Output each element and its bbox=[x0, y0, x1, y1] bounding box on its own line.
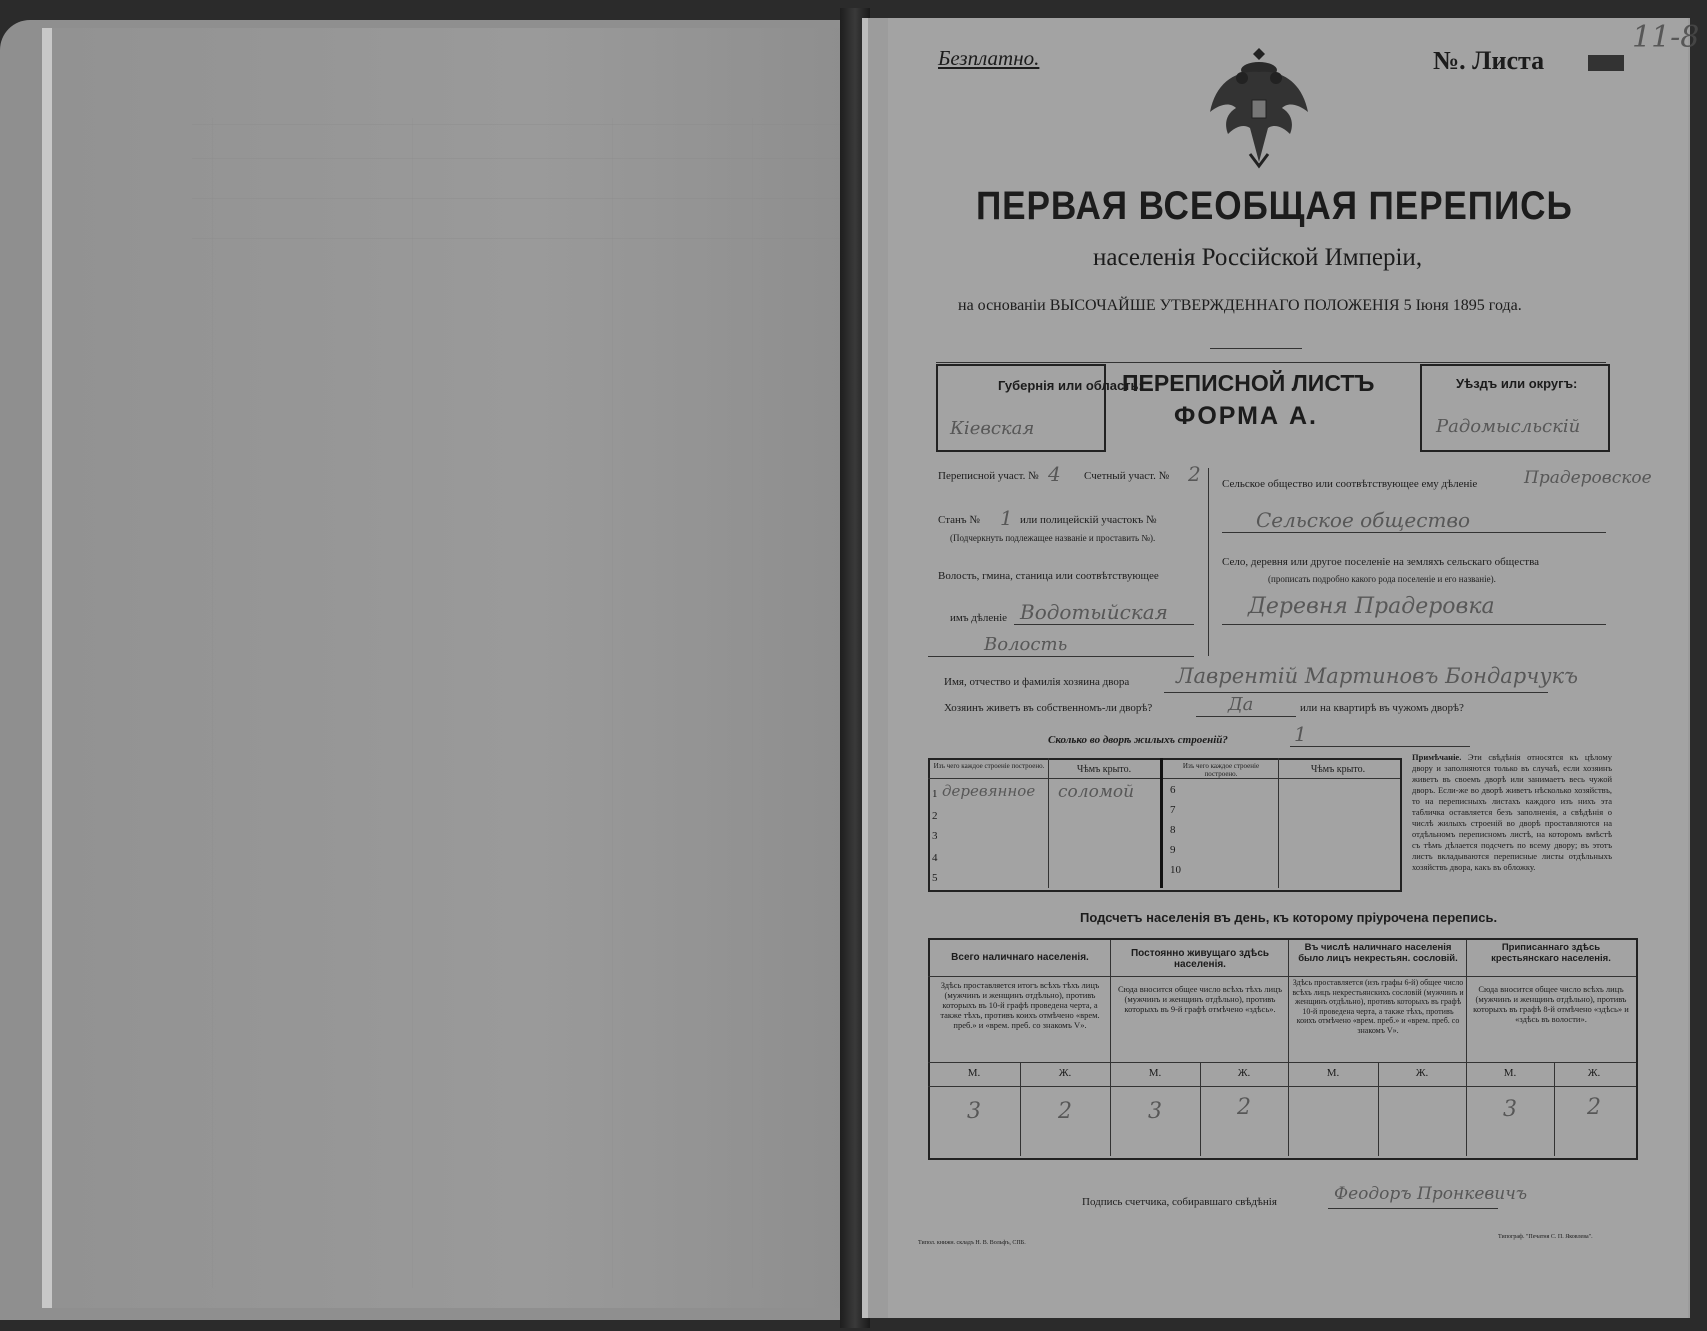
census-section-label: Переписной участ. № bbox=[938, 470, 1039, 482]
m-label: М. bbox=[1503, 1067, 1517, 1079]
count-col-desc: Здѣсь проставляется (изъ графы 6-й) общее число всѣхъ лицъ некрестьянскихъ сословій (мужчинъ и женщинъ отдѣльно), противъ которыхъ въ графѣ 10-й проведена черта, а также тѣхъ, противъ коихъ отмѣчено «врем. преб.» и «врем. преб. со знакомъ V». bbox=[1292, 978, 1464, 1035]
table-row: 3 bbox=[932, 830, 938, 842]
count-section-label: Счетный участ. № bbox=[1084, 470, 1170, 482]
count-col-head: Постоянно живущаго здѣсь населенія. bbox=[1130, 948, 1270, 970]
buildings-label: Сколько во дворѣ жилыхъ строеній? bbox=[1048, 734, 1228, 746]
table-row: 2 bbox=[932, 810, 938, 822]
society-value: Прадеровское bbox=[1524, 468, 1652, 488]
sheet-label: №. Листа bbox=[1433, 46, 1545, 75]
table-row: 5 bbox=[932, 872, 938, 884]
province-value: Кіевская bbox=[950, 418, 1035, 439]
note-title: Примѣчаніе. bbox=[1412, 752, 1462, 762]
col-roof-left: Чѣмъ крыто. bbox=[1076, 764, 1132, 775]
f-label: Ж. bbox=[1415, 1067, 1429, 1079]
count-value: 3 bbox=[967, 1099, 981, 1124]
table-row: 8 bbox=[1170, 824, 1176, 836]
table-cell: соломой bbox=[1058, 782, 1135, 802]
count-section-value: 2 bbox=[1188, 462, 1201, 486]
owner-name-label: Имя, отчество и фамилія хозяина двора bbox=[944, 676, 1130, 688]
count-section-title: Подсчетъ населенія въ день, къ которому пріурочена перепись. bbox=[1080, 910, 1498, 925]
f-label: Ж. bbox=[1237, 1067, 1251, 1079]
society-label: Сельское общество или соотвѣтствующее ему дѣленіе bbox=[1222, 478, 1478, 490]
col-roof-right: Чѣмъ крыто. bbox=[1310, 764, 1366, 775]
census-form-page bbox=[862, 18, 1700, 1318]
table-row: 9 bbox=[1170, 844, 1176, 856]
sheet-number-redaction bbox=[1588, 55, 1624, 71]
count-value: 2 bbox=[1237, 1095, 1251, 1120]
count-value: 3 bbox=[1148, 1099, 1162, 1124]
count-col-head: Всего наличнаго населенія. bbox=[951, 952, 1089, 963]
count-col-desc: Сюда вносится общее число всѣхъ тѣхъ лицъ (мужчинъ и женщинъ отдѣльно), противъ которыхъ въ 9-й графѣ отмѣчено «здѣсь». bbox=[1117, 984, 1283, 1014]
volost-label: Волость, гмина, станица или соотвѣтствующее bbox=[938, 570, 1159, 582]
buildings-value: 1 bbox=[1294, 722, 1307, 746]
province-label: Губернія или область: bbox=[998, 378, 1143, 393]
note-text: Эти свѣдѣнія относятся къ цѣлому двору и заполняются только въ случаѣ, если хозяинъ живетъ въ своемъ дворѣ или занимаетъ весь чужой дворъ. Если-же во дворѣ живетъ нѣсколько хозяйствъ, то на переписныхъ листахъ каждого изъ нихъ эта табличка оставляется безъ заполненія, а свѣдѣнія о числѣ жилыхъ строеній во дворѣ проставляются на отдѣльномъ переписномъ листѣ, на которомъ вмѣстѣ съ тѣмъ дѣлается подсчетъ по всему двору; въ этотъ листъ вкладываются переписные листы отдѣльныхъ хозяйствъ двора, какъ въ обложку. bbox=[1412, 752, 1613, 872]
footer-right: Типограф. "Печатня С. П. Яковлева". bbox=[1498, 1234, 1593, 1240]
table-row: 6 bbox=[1170, 784, 1176, 796]
count-value: 2 bbox=[1587, 1095, 1601, 1120]
f-label: Ж. bbox=[1058, 1067, 1072, 1079]
society-value-2: Сельское общество bbox=[1256, 508, 1471, 532]
signature-label: Подпись счетчика, собиравшаго свѣдѣнія bbox=[1082, 1196, 1277, 1208]
count-value: 3 bbox=[1503, 1097, 1517, 1122]
table-row: 7 bbox=[1170, 804, 1176, 816]
village-value: Деревня Прадеровка bbox=[1248, 594, 1495, 619]
stan-value: 1 bbox=[1000, 506, 1013, 530]
table-row: 1 bbox=[932, 788, 938, 800]
village-note: (прописать подробно какого рода поселеніе и его названіе). bbox=[1268, 574, 1496, 584]
district-label: Уѣздъ или округъ: bbox=[1456, 376, 1578, 391]
own-yard-label: Хозяинъ живетъ въ собственномъ-ли дворѣ? bbox=[944, 702, 1153, 714]
free-label: Безплатно. bbox=[938, 46, 1040, 70]
legal-basis: на основаніи ВЫСОЧАЙШЕ УТВЕРЖДЕННАГО ПОЛОЖЕНІЯ 5 Іюня 1895 года. bbox=[958, 297, 1522, 314]
volost-value: Водотыйская bbox=[1020, 600, 1168, 624]
form-title-line1: ПЕРЕПИСНОЙ ЛИСТЪ bbox=[1122, 370, 1375, 396]
m-label: М. bbox=[1326, 1067, 1340, 1079]
population-count-table bbox=[928, 938, 1638, 1160]
left-blank-page bbox=[0, 20, 858, 1320]
count-value: 2 bbox=[1058, 1099, 1072, 1124]
form-title-line2: ФОРМА А. bbox=[1174, 402, 1318, 430]
footer-left: Типол. книжн. складъ Н. В. Вольфъ, СПБ. bbox=[918, 1240, 1026, 1246]
stan-label: Станъ № bbox=[938, 514, 980, 526]
sheet-number-corner: 11-8 bbox=[1632, 20, 1700, 55]
table-cell: деревянное bbox=[942, 782, 1036, 800]
m-label: М. bbox=[967, 1067, 981, 1079]
census-form-paper bbox=[888, 18, 1700, 1318]
census-section-value: 4 bbox=[1048, 462, 1061, 486]
col-material-right: Изъ чего каждое строеніе построено. bbox=[1182, 762, 1260, 778]
count-col-desc: Сюда вносится общее число всѣхъ лицъ (мужчинъ и женщинъ отдѣльно), противъ которыхъ въ графѣ 8-й отмѣчено «здѣсь» и «здѣсь въ волости». bbox=[1473, 984, 1629, 1024]
own-yard-value: Да bbox=[1228, 694, 1254, 715]
police-label: или полицейскій участокъ № bbox=[1020, 514, 1157, 526]
village-label: Село, деревня или другое поселеніе на земляхъ сельскаго общества bbox=[1222, 556, 1540, 568]
page-subtitle: населенія Россійской Имперіи, bbox=[1093, 244, 1423, 271]
note-block bbox=[1412, 752, 1612, 873]
left-page-paper bbox=[42, 28, 852, 1308]
police-note: (Подчеркнуть подлежащее названіе и проставить №). bbox=[950, 533, 1156, 543]
rent-label: или на квартирѣ въ чужомъ дворѣ? bbox=[1300, 702, 1464, 714]
col-material-left: Изъ чего каждое строеніе построено. bbox=[933, 762, 1045, 770]
volost-value-2: Волость bbox=[984, 634, 1068, 655]
district-value: Радомысльскій bbox=[1436, 416, 1581, 437]
page-title: ПЕРВАЯ ВСЕОБЩАЯ ПЕРЕПИСЬ bbox=[976, 184, 1573, 228]
owner-name-value: Лаврентій Мартиновъ Бондарчукъ bbox=[1176, 664, 1579, 688]
double-headed-eagle-icon bbox=[1206, 42, 1312, 172]
signature-value: Феодоръ Пронкевичъ bbox=[1334, 1184, 1528, 1204]
count-col-head: Въ числѣ наличнаго населенія было лицъ некрестьян. сословій. bbox=[1298, 942, 1458, 964]
f-label: Ж. bbox=[1587, 1067, 1601, 1079]
ornament-divider bbox=[1210, 348, 1302, 349]
table-row: 4 bbox=[932, 852, 938, 864]
volost-label-2: имъ дѣленіе bbox=[950, 612, 1008, 624]
table-row: 10 bbox=[1170, 864, 1181, 876]
count-col-desc: Здѣсь проставляется итогъ всѣхъ тѣхъ лицъ (мужчинъ и женщинъ отдѣльно), противъ которыхъ въ 10-й графѣ проведена черта, а также тѣхъ, противъ коихъ отмѣчено «врем. преб.» и «врем. преб. со знакомъ V». bbox=[940, 980, 1100, 1030]
m-label: М. bbox=[1148, 1067, 1162, 1079]
count-col-head: Приписаннаго здѣсь крестьянскаго населенія. bbox=[1491, 942, 1611, 964]
